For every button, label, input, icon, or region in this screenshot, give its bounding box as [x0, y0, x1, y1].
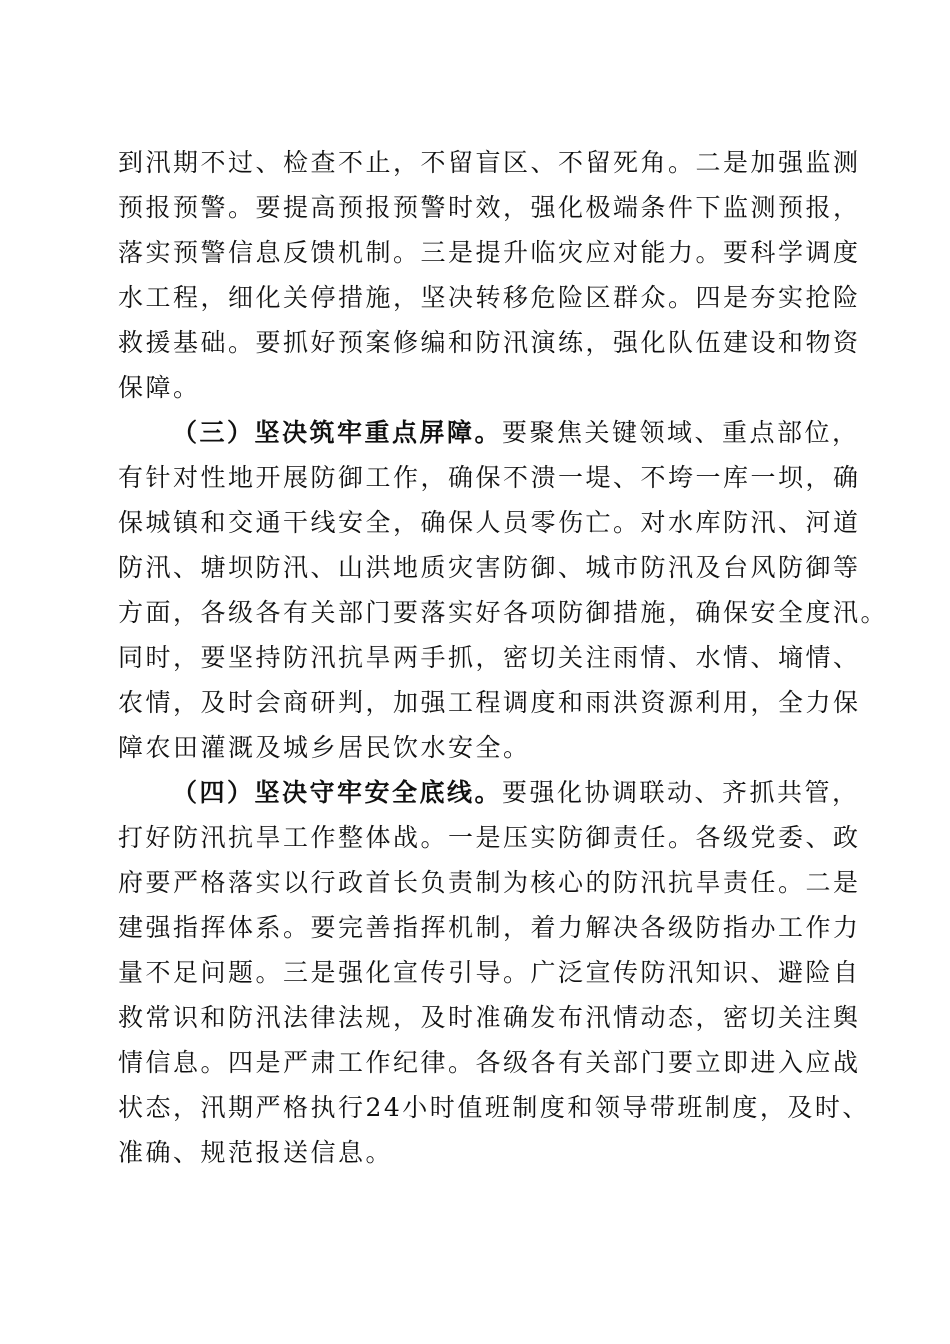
body-text-line: 状态，汛期严格执行24小时值班制度和领导带班制度，及时、	[118, 1093, 870, 1122]
body-text-line: 量不足问题。三是强化宣传引导。广泛宣传防汛知识、避险自	[118, 958, 861, 987]
body-text-line: 同时，要坚持防汛抗旱两手抓，密切关注雨情、水情、墒情、	[118, 643, 861, 672]
body-text-line: 水工程，细化关停措施，坚决转移危险区群众。四是夯实抢险	[118, 283, 861, 312]
body-text-line: 障农田灌溉及城乡居民饮水安全。	[118, 733, 531, 762]
section-3-heading: （三）坚决筑牢重点屏障。	[172, 418, 503, 447]
body-text-line: 保障。	[118, 373, 201, 402]
body-text-line: 准确、规范报送信息。	[118, 1138, 394, 1167]
body-text-line: 落实预警信息反馈机制。三是提升临灾应对能力。要科学调度	[118, 238, 861, 267]
body-text-line: 到汛期不过、检查不止，不留盲区、不留死角。二是加强监测	[118, 148, 861, 177]
section-4-first-line	[172, 778, 860, 808]
body-text-line: 方面，各级各有关部门要落实好各项防御措施，确保安全度汛。	[118, 598, 889, 627]
body-text-line: 情信息。四是严肃工作纪律。各级各有关部门要立即进入应战	[118, 1048, 861, 1077]
body-text-line: 打好防汛抗旱工作整体战。一是压实防御责任。各级党委、政	[118, 823, 861, 852]
body-text-line: 预报预警。要提高预报预警时效，强化极端条件下监测预报，	[118, 193, 861, 222]
body-text-line: 保城镇和交通干线安全，确保人员零伤亡。对水库防汛、河道	[118, 508, 861, 537]
body-text-line: 农情，及时会商研判，加强工程调度和雨洪资源利用，全力保	[118, 688, 861, 717]
body-text-line: 防汛、塘坝防汛、山洪地质灾害防御、城市防汛及台风防御等	[118, 553, 861, 582]
body-text-line: 有针对性地开展防御工作，确保不溃一堤、不垮一库一坝，确	[118, 463, 861, 492]
section-3-first-line	[172, 418, 860, 448]
body-text-line: 救常识和防汛法律法规，及时准确发布汛情动态，密切关注舆	[118, 1003, 861, 1032]
section-4-first-line-text: 要强化协调联动、齐抓共管，	[502, 778, 860, 807]
body-text-line: 建强指挥体系。要完善指挥机制，着力解决各级防指办工作力	[118, 913, 861, 942]
section-3-first-line-text: 要聚焦关键领域、重点部位，	[502, 418, 860, 447]
body-text-line: 救援基础。要抓好预案修编和防汛演练，强化队伍建设和物资	[118, 328, 861, 357]
body-text-line: 府要严格落实以行政首长负责制为核心的防汛抗旱责任。二是	[118, 868, 861, 897]
section-4-heading: （四）坚决守牢安全底线。	[172, 778, 503, 807]
